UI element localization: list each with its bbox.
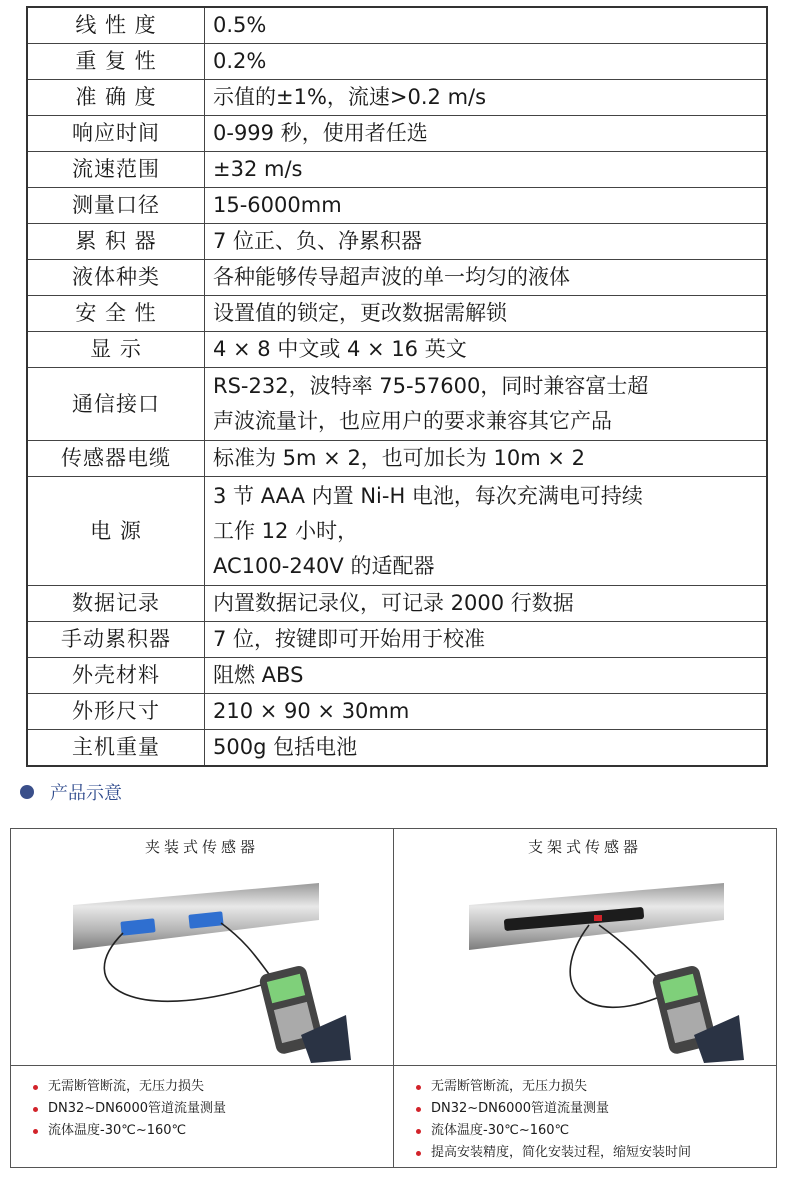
bullet-dot-icon — [20, 785, 34, 799]
spec-row — [27, 622, 767, 658]
spec-table — [26, 6, 768, 767]
spec-label: 外形尺寸 — [27, 694, 205, 730]
spec-value-line: 示值的±1%，流速>0.2 m/s — [213, 85, 487, 109]
spec-value-line: 内置数据记录仪，可记录 2000 行数据 — [213, 591, 574, 615]
spec-value — [205, 188, 768, 224]
spec-row — [27, 116, 767, 152]
spec-value — [205, 730, 768, 767]
spec-value-line: RS-232，波特率 75-57600，同时兼容富士超 — [213, 374, 649, 398]
spec-value-line: 标准为 5m × 2，也可加长为 10m × 2 — [213, 446, 585, 470]
list-item — [416, 1142, 776, 1164]
spec-label: 累 积 器 — [27, 224, 205, 260]
spec-value-line: 15-6000mm — [213, 193, 342, 217]
spec-row — [27, 7, 767, 44]
list-item — [416, 1076, 776, 1098]
spec-label: 流速范围 — [27, 152, 205, 188]
panel-clamp-sensor — [11, 829, 393, 1167]
list-item-text: DN32~DN6000管道流量测量 — [48, 1101, 226, 1116]
spec-value — [205, 44, 768, 80]
list-item-text: 流体温度-30℃~160℃ — [48, 1123, 187, 1138]
spec-value — [205, 80, 768, 116]
bullet-icon — [416, 1129, 421, 1134]
bullet-icon — [416, 1151, 421, 1156]
feature-list — [33, 1076, 393, 1142]
spec-value — [205, 441, 768, 477]
spec-value-line: 设置值的锁定，更改数据需解锁 — [213, 301, 507, 325]
spec-value-line: 声波流量计，也应用户的要求兼容其它产品 — [213, 409, 612, 433]
panel-title: 支架式传感器 — [527, 838, 642, 856]
spec-row — [27, 730, 767, 767]
spec-label: 手动累积器 — [27, 622, 205, 658]
list-item — [416, 1120, 776, 1142]
spec-value — [205, 224, 768, 260]
panel-title: 夹装式传感器 — [144, 838, 259, 856]
spec-value — [205, 116, 768, 152]
spec-value — [205, 260, 768, 296]
spec-row — [27, 44, 767, 80]
spec-label: 主机重量 — [27, 730, 205, 767]
spec-value-line: AC100-240V 的适配器 — [213, 553, 435, 578]
spec-row — [27, 260, 767, 296]
spec-label: 响应时间 — [27, 116, 205, 152]
panel-bracket-sensor — [393, 829, 776, 1167]
spec-row — [27, 441, 767, 477]
spec-value — [205, 7, 768, 44]
spec-row — [27, 224, 767, 260]
spec-label: 测量口径 — [27, 188, 205, 224]
bullet-icon — [416, 1107, 421, 1112]
list-item — [416, 1098, 776, 1120]
bullet-icon — [416, 1085, 421, 1090]
spec-value — [205, 477, 768, 586]
spec-label: 准 确 度 — [27, 80, 205, 116]
spec-value — [205, 332, 768, 368]
section-title: 产品示意 — [50, 783, 122, 804]
spec-value-line: 7 位，按键即可开始用于校准 — [213, 627, 486, 651]
spec-value — [205, 368, 768, 441]
bullet-icon — [33, 1107, 38, 1112]
spec-value — [205, 152, 768, 188]
section-header — [20, 778, 122, 806]
spec-value-line: 0-999 秒，使用者任选 — [213, 121, 428, 145]
spec-value-line: 工作 12 小时， — [213, 518, 359, 543]
spec-value-line: 0.5% — [213, 13, 267, 37]
spec-value-line: 500g 包括电池 — [213, 735, 358, 759]
list-item — [33, 1120, 393, 1142]
bullet-icon — [33, 1085, 38, 1090]
spec-label: 安 全 性 — [27, 296, 205, 332]
spec-row — [27, 694, 767, 730]
spec-value — [205, 694, 768, 730]
spec-row — [27, 152, 767, 188]
spec-value-line: 各种能够传导超声波的单一均匀的液体 — [213, 265, 570, 289]
list-item-text: DN32~DN6000管道流量测量 — [431, 1101, 609, 1116]
transducer-icon — [594, 915, 602, 921]
spec-value — [205, 622, 768, 658]
list-item-text: 无需断管断流，无压力损失 — [48, 1079, 205, 1094]
spec-value — [205, 296, 768, 332]
spec-value — [205, 586, 768, 622]
clamp-sensor-image — [11, 865, 391, 1065]
spec-row — [27, 586, 767, 622]
bullet-icon — [33, 1129, 38, 1134]
spec-label: 显 示 — [27, 332, 205, 368]
spec-row — [27, 477, 767, 586]
spec-row — [27, 80, 767, 116]
spec-value-line: ±32 m/s — [213, 157, 303, 181]
spec-label: 重 复 性 — [27, 44, 205, 80]
spec-value — [205, 658, 768, 694]
spec-value-line: 7 位正、负、净累积器 — [213, 229, 423, 253]
spec-label: 液体种类 — [27, 260, 205, 296]
spec-label: 数据记录 — [27, 586, 205, 622]
spec-row — [27, 368, 767, 441]
spec-value-line: 3 节 AAA 内置 Ni-H 电池，每次充满电可持续 — [213, 483, 643, 508]
feature-list — [416, 1076, 776, 1164]
spec-value-line: 0.2% — [213, 49, 267, 73]
spec-value-line: 4 × 8 中文或 4 × 16 英文 — [213, 337, 467, 361]
spec-row — [27, 296, 767, 332]
list-item-text: 提高安装精度，简化安装过程，缩短安装时间 — [431, 1145, 692, 1160]
spec-label: 线 性 度 — [27, 7, 205, 44]
list-item-text: 无需断管断流，无压力损失 — [431, 1079, 588, 1094]
list-item-text: 流体温度-30℃~160℃ — [431, 1123, 570, 1138]
product-panels — [10, 828, 777, 1168]
spec-value-line: 阻燃 ABS — [213, 663, 304, 687]
list-item — [33, 1076, 393, 1098]
spec-row — [27, 658, 767, 694]
spec-label: 外壳材料 — [27, 658, 205, 694]
spec-row — [27, 332, 767, 368]
spec-row — [27, 188, 767, 224]
spec-label: 传感器电缆 — [27, 441, 205, 477]
spec-label: 通信接口 — [27, 368, 205, 441]
bracket-sensor-image — [394, 865, 774, 1065]
spec-label: 电 源 — [27, 477, 205, 586]
list-item — [33, 1098, 393, 1120]
spec-value-line: 210 × 90 × 30mm — [213, 699, 410, 723]
